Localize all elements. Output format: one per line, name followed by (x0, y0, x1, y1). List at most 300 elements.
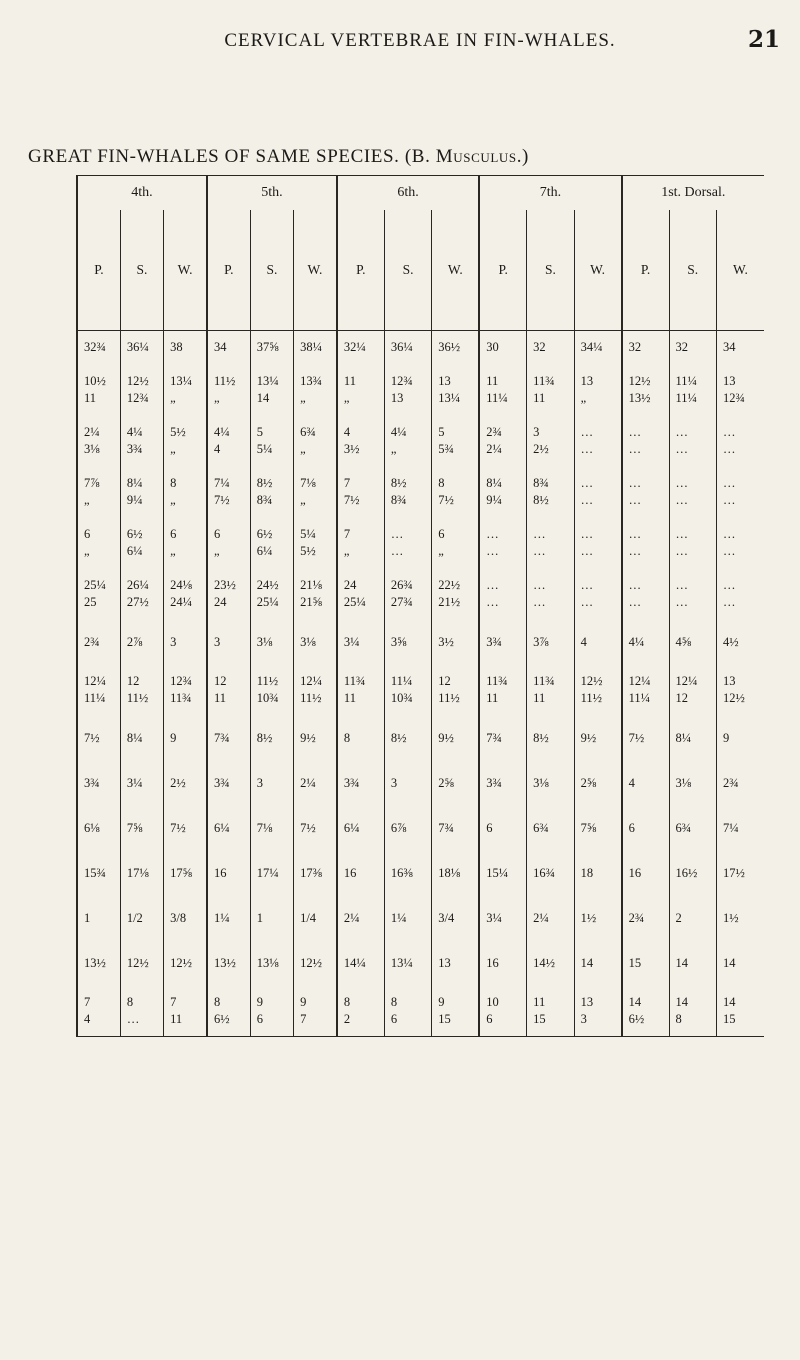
table-cell (527, 569, 574, 620)
cell-value: 7⅛ (300, 476, 316, 490)
table-cell (294, 331, 337, 365)
cell-value: 11¼ (84, 691, 106, 705)
cell-value: … (533, 544, 546, 558)
cell-value: 14 (580, 955, 594, 970)
cell-value: … (722, 425, 736, 439)
table-cell (384, 665, 431, 716)
cell-value: 2¼ (486, 442, 502, 456)
table-cell (716, 620, 764, 665)
cell-value: 8¾ (533, 476, 549, 490)
table-cell (669, 761, 716, 806)
subcol-s: S. (527, 210, 574, 331)
table-cell (716, 569, 764, 620)
table-row (77, 365, 764, 416)
table-cell (479, 716, 526, 761)
table-cell (207, 620, 250, 665)
table-cell (207, 851, 250, 896)
cell-value: 16⅜ (390, 865, 413, 880)
cell-value: 4¼ (213, 425, 230, 439)
cell-value: 12¼ (675, 674, 698, 688)
cell-value: 7 (343, 527, 351, 541)
cell-value: 6½ (126, 527, 143, 541)
cell-value: 4 (580, 634, 587, 649)
cell-value: 7¾ (438, 820, 454, 835)
cell-value: 3⅝ (390, 634, 407, 649)
table-cell (77, 761, 120, 806)
table-cell (164, 665, 207, 716)
cell-value: 1¼ (213, 910, 230, 925)
cell-value: 12½ (722, 691, 745, 705)
table-cell (250, 806, 293, 851)
cell-value: … (722, 578, 736, 592)
cell-value: 10 (486, 994, 499, 1009)
table-cell (164, 941, 207, 986)
table-cell (120, 467, 163, 518)
cell-value: 37⅝ (256, 340, 279, 355)
table-cell (669, 331, 716, 365)
cell-value: 32 (628, 340, 642, 355)
table-cell (574, 331, 621, 365)
table-cell (716, 761, 764, 806)
cell-value: 7½ (170, 820, 186, 835)
table-cell (250, 941, 293, 986)
cell-value: 12¼ (84, 674, 106, 688)
subcol-p: P. (479, 210, 526, 331)
cell-value: 12¼ (628, 674, 651, 688)
cell-value: 11¼ (390, 674, 413, 688)
cell-value: 25¼ (343, 595, 366, 609)
cell-value: 4 (628, 775, 635, 790)
table-cell (337, 365, 384, 416)
cell-value: … (722, 476, 736, 490)
cell-value: 16¾ (533, 865, 556, 880)
cell-value: 11¼ (675, 391, 697, 405)
cell-value: … (722, 544, 736, 558)
cell-value: 9½ (300, 730, 316, 745)
table-cell (207, 518, 250, 569)
cell-value: 36¼ (390, 340, 413, 355)
cell-value: 2¼ (533, 910, 549, 925)
cell-value: 4 (343, 425, 351, 439)
cell-value: … (722, 493, 736, 507)
table-cell (479, 467, 526, 518)
cell-value: … (486, 527, 499, 541)
cell-value: 8½ (533, 493, 549, 507)
table-cell (716, 365, 764, 416)
cell-value: 12¾ (390, 374, 413, 388)
table-cell (250, 851, 293, 896)
cell-value: … (580, 442, 594, 456)
table-cell (337, 761, 384, 806)
cell-value: 13¼ (438, 391, 461, 405)
table-cell (120, 716, 163, 761)
table-cell (337, 986, 384, 1037)
cell-value: 23½ (213, 578, 236, 592)
cell-value: 26¼ (126, 578, 149, 592)
table-cell (337, 331, 384, 365)
table-cell (164, 896, 207, 941)
cell-value: 7 (343, 476, 351, 490)
cell-value: … (390, 527, 404, 541)
group-header-7th: 7th. (479, 176, 621, 211)
table-cell (574, 467, 621, 518)
table-cell (384, 518, 431, 569)
table-cell (207, 716, 250, 761)
table-cell (574, 569, 621, 620)
cell-value: 2¾ (486, 425, 502, 439)
cell-value: 13½ (628, 391, 651, 405)
cell-value: 1/4 (300, 910, 317, 925)
table-cell (250, 716, 293, 761)
cell-value: 4¼ (126, 425, 143, 439)
table-cell (716, 416, 764, 467)
cell-value: 3 (533, 425, 540, 439)
cell-value: 8 (675, 1011, 682, 1026)
table-cell (432, 851, 479, 896)
subcol-s: S. (669, 210, 716, 331)
table-cell (479, 806, 526, 851)
cell-value: 15 (533, 1011, 546, 1026)
cell-value: 7⅝ (126, 820, 143, 835)
table-cell (669, 941, 716, 986)
cell-value: 11¾ (486, 674, 508, 688)
cell-value: 8½ (256, 730, 273, 745)
table-cell (716, 467, 764, 518)
cell-value: 2¾ (628, 910, 645, 925)
table-cell (716, 331, 764, 365)
table-cell (337, 665, 384, 716)
table-cell (716, 518, 764, 569)
cell-value: 6¾ (300, 425, 316, 439)
cell-value: 24 (343, 578, 357, 592)
cell-value: „ (300, 391, 306, 405)
subcolumn-header-row (77, 210, 764, 331)
cell-value: 8 (126, 994, 134, 1009)
table-cell (479, 569, 526, 620)
table-cell (622, 896, 669, 941)
table-cell (294, 896, 337, 941)
cell-value: 5 (256, 425, 264, 439)
table-cell (120, 851, 163, 896)
table-cell (622, 416, 669, 467)
subcol-w: W. (574, 210, 621, 331)
table-cell (669, 416, 716, 467)
cell-value: 11 (343, 691, 356, 705)
cell-value: 2⅝ (580, 775, 597, 790)
cell-value: 5½ (300, 544, 316, 558)
cell-value: 8 (343, 730, 351, 745)
cell-value: 7¾ (486, 730, 502, 745)
table-cell (669, 851, 716, 896)
group-header-4th: 4th. (77, 176, 207, 211)
table-cell (432, 716, 479, 761)
table-cell (574, 518, 621, 569)
table-cell (527, 665, 574, 716)
cell-value: 3/8 (170, 910, 187, 925)
table-cell (250, 665, 293, 716)
cell-value: 9½ (438, 730, 454, 745)
cell-value: 25 (84, 595, 97, 609)
table-cell (527, 986, 574, 1037)
cell-value: 7 (300, 1011, 307, 1026)
cell-value: 12½ (580, 674, 603, 688)
cell-value: … (722, 527, 736, 541)
table-row (77, 467, 764, 518)
cell-value: 6 (486, 820, 493, 835)
cell-value: 3½ (438, 634, 454, 649)
table-cell (622, 365, 669, 416)
table-cell (527, 518, 574, 569)
table-cell (574, 986, 621, 1037)
cell-value: 1¼ (390, 910, 407, 925)
cell-value: 6¾ (675, 820, 692, 835)
cell-value: … (580, 578, 594, 592)
table-cell (250, 467, 293, 518)
table-cell (337, 518, 384, 569)
cell-value: „ (300, 493, 306, 507)
table-cell (574, 806, 621, 851)
cell-value: 3¼ (126, 775, 143, 790)
table-cell (384, 467, 431, 518)
cell-value: … (486, 544, 499, 558)
cell-value: 3 (580, 1011, 587, 1026)
cell-value: 10¾ (390, 691, 413, 705)
cell-value: 26¾ (390, 578, 413, 592)
cell-value: 4 (213, 442, 221, 456)
cell-value: 13 (390, 391, 404, 405)
table-cell (294, 665, 337, 716)
table-cell (120, 331, 163, 365)
cell-value: … (675, 493, 688, 507)
cell-value: 15 (722, 1011, 736, 1026)
cell-value: 5¾ (438, 442, 454, 456)
cell-value: 3¾ (213, 775, 230, 790)
cell-value: … (628, 595, 642, 609)
cell-value: 8¼ (486, 476, 502, 490)
table-cell (669, 620, 716, 665)
table-cell (622, 716, 669, 761)
table-row (77, 806, 764, 851)
table-cell (622, 620, 669, 665)
cell-value: 3⅛ (256, 634, 273, 649)
table-cell (479, 761, 526, 806)
cell-value: 4⅝ (675, 634, 692, 649)
cell-value: 6 (256, 1011, 264, 1026)
cell-value: 7½ (213, 493, 230, 507)
table-cell (669, 665, 716, 716)
table-cell (337, 620, 384, 665)
cell-value: 14½ (533, 955, 556, 970)
table-cell (77, 941, 120, 986)
table-cell (622, 761, 669, 806)
cell-value: „ (170, 544, 176, 558)
table-cell (479, 365, 526, 416)
cell-value: … (628, 425, 642, 439)
table-row (77, 851, 764, 896)
cell-value: 7½ (84, 730, 100, 745)
cell-value: 1 (256, 910, 264, 925)
cell-value: 16½ (675, 865, 698, 880)
cell-value: 11 (486, 691, 499, 705)
cell-value: „ (170, 442, 176, 456)
cell-value: 12¾ (170, 674, 192, 688)
cell-value: 5 (438, 425, 445, 439)
table-cell (164, 986, 207, 1037)
cell-value: 8½ (390, 476, 407, 490)
table-cell (574, 416, 621, 467)
table-cell (527, 365, 574, 416)
cell-value: „ (390, 442, 397, 456)
cell-value: 13 (580, 374, 594, 388)
cell-value: 11 (170, 1011, 183, 1026)
group-header-row (77, 176, 764, 211)
table-cell (716, 851, 764, 896)
cell-value: … (675, 595, 688, 609)
cell-value: 11¼ (486, 391, 508, 405)
cell-value: 7½ (343, 493, 360, 507)
cell-value: 15 (438, 1011, 451, 1026)
cell-value: 13 (722, 374, 736, 388)
subcol-p: P. (207, 210, 250, 331)
cell-value: 11 (486, 374, 499, 388)
cell-value: 14¼ (343, 955, 366, 970)
table-cell (479, 896, 526, 941)
cell-value: 7¼ (213, 476, 230, 490)
table-cell (527, 716, 574, 761)
cell-value: 12 (126, 674, 140, 688)
cell-value: 25¼ (84, 578, 106, 592)
table-cell (337, 467, 384, 518)
cell-value: 15¼ (486, 865, 509, 880)
subcol-w: W. (716, 210, 764, 331)
cell-value: 8¾ (390, 493, 407, 507)
subcol-s: S. (120, 210, 163, 331)
table-cell (294, 851, 337, 896)
table-cell (77, 416, 120, 467)
cell-value: … (675, 425, 688, 439)
table-cell (294, 569, 337, 620)
cell-value: 11¾ (170, 691, 192, 705)
table-cell (716, 806, 764, 851)
cell-value: 7½ (628, 730, 645, 745)
cell-value: 8½ (256, 476, 273, 490)
cell-value: 9 (438, 994, 445, 1009)
cell-value: … (628, 527, 642, 541)
table-cell (622, 851, 669, 896)
cell-value: 27½ (126, 595, 149, 609)
table-cell (716, 896, 764, 941)
cell-value: 17⅜ (300, 865, 322, 880)
table-cell (120, 620, 163, 665)
cell-value: … (628, 493, 642, 507)
cell-value: … (675, 442, 688, 456)
group-header-1st-dorsal: 1st. Dorsal. (622, 176, 764, 211)
cell-value: 21⅝ (300, 595, 322, 609)
table-cell (164, 716, 207, 761)
table-cell (716, 986, 764, 1037)
cell-value: 2½ (170, 775, 186, 790)
subcol-w: W. (432, 210, 479, 331)
cell-value: 8¼ (675, 730, 692, 745)
table-cell (669, 365, 716, 416)
page-number: 21 (748, 26, 781, 53)
table-cell (77, 365, 120, 416)
table-cell (432, 416, 479, 467)
table-cell (120, 761, 163, 806)
cell-value: 30 (486, 340, 499, 355)
cell-value: 6½ (256, 527, 273, 541)
table-cell (337, 416, 384, 467)
table-row (77, 665, 764, 716)
cell-value: 13¼ (256, 374, 279, 388)
cell-value: 3⅛ (675, 775, 692, 790)
table-cell (337, 896, 384, 941)
cell-value: 8¾ (256, 493, 273, 507)
cell-value: … (628, 544, 642, 558)
subcol-s: S. (250, 210, 293, 331)
cell-value: 12½ (628, 374, 651, 388)
cell-value: „ (580, 391, 587, 405)
cell-value: … (675, 578, 688, 592)
cell-value: 24⅛ (170, 578, 192, 592)
cell-value: 32¼ (343, 340, 366, 355)
table-cell (527, 331, 574, 365)
table-cell (250, 331, 293, 365)
cell-value: 11¾ (533, 674, 555, 688)
table-cell (164, 569, 207, 620)
cell-value: 8½ (533, 730, 549, 745)
cell-value: … (533, 578, 546, 592)
cell-value: 12¾ (722, 391, 745, 405)
table-cell (77, 716, 120, 761)
cell-value: 11½ (438, 691, 460, 705)
cell-value: 6¼ (213, 820, 230, 835)
table-cell (294, 467, 337, 518)
table-cell (384, 716, 431, 761)
table-cell (622, 986, 669, 1037)
cell-value: 6 (84, 527, 91, 541)
cell-value: 7⅛ (256, 820, 273, 835)
cell-value: 16 (343, 865, 357, 880)
table-cell (622, 331, 669, 365)
cell-value: … (486, 578, 499, 592)
cell-value: „ (343, 391, 350, 405)
cell-value: 10½ (84, 374, 106, 388)
cell-value: … (675, 544, 688, 558)
table-cell (574, 941, 621, 986)
cell-value: 12½ (300, 955, 322, 970)
table-cell (622, 806, 669, 851)
cell-value: 21½ (438, 595, 461, 609)
table-cell (294, 620, 337, 665)
table-cell (384, 986, 431, 1037)
table-cell (479, 620, 526, 665)
cell-value: … (628, 476, 642, 490)
cell-value: 15¾ (84, 865, 106, 880)
cell-value: 38¼ (300, 340, 322, 355)
table-cell (120, 569, 163, 620)
table-cell (250, 518, 293, 569)
cell-value: „ (300, 442, 306, 456)
caption-species: Musculus.) (435, 146, 529, 167)
cell-value: „ (170, 391, 176, 405)
table-cell (622, 665, 669, 716)
cell-value: 6½ (628, 1011, 645, 1026)
table-cell (479, 331, 526, 365)
cell-value: 17½ (722, 865, 745, 880)
table-row (77, 569, 764, 620)
table-cell (207, 569, 250, 620)
